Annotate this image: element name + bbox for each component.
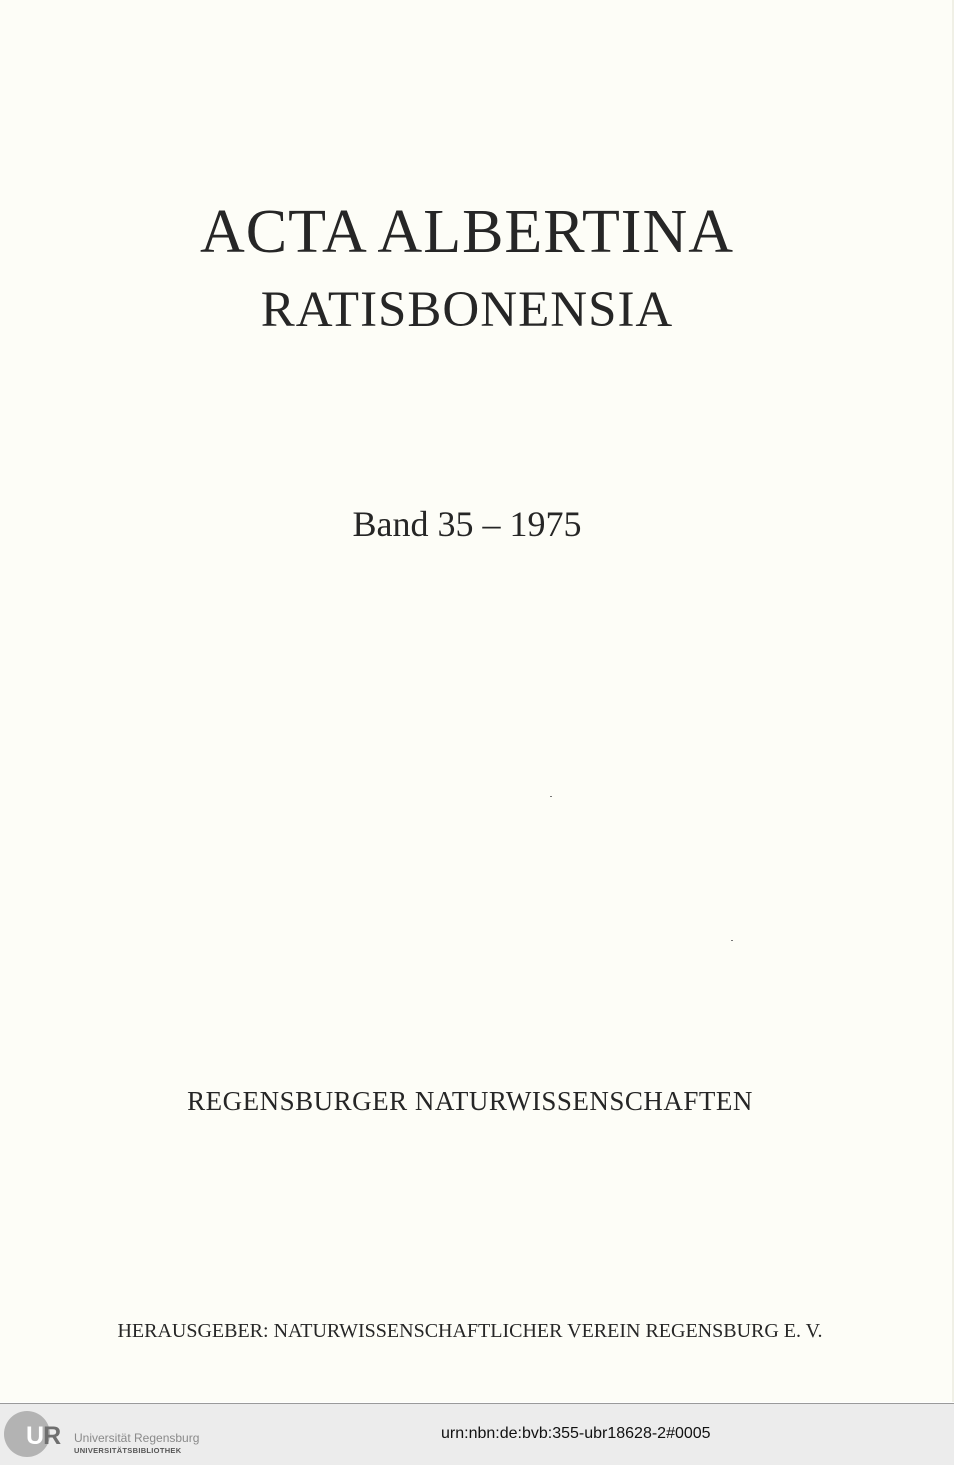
logo-department: UNIVERSITÄTSBIBLIOTHEK bbox=[74, 1446, 182, 1455]
viewer-footer bbox=[0, 1403, 954, 1465]
journal-title: ACTA ALBERTINA bbox=[199, 198, 735, 266]
scan-speck bbox=[731, 940, 733, 941]
logo-university-name: Universität Regensburg bbox=[74, 1431, 200, 1445]
university-logo[interactable] bbox=[4, 1410, 204, 1460]
series-title: REGENSBURGER NATURWISSENSCHAFTEN bbox=[187, 1086, 753, 1116]
logo-monogram bbox=[26, 1422, 60, 1450]
logo-letter-u: U bbox=[26, 1422, 44, 1450]
volume-label: Band 35 – 1975 bbox=[352, 504, 582, 544]
urn-identifier: urn:nbn:de:bvb:355-ubr18628-2#0005 bbox=[441, 1425, 711, 1442]
logo-letter-r: R bbox=[43, 1422, 61, 1450]
scan-speck bbox=[550, 796, 552, 797]
journal-subtitle: RATISBONENSIA bbox=[260, 282, 674, 338]
publisher-line: HERAUSGEBER: NATURWISSENSCHAFTLICHER VEREIN REGENSBURG E. V. bbox=[117, 1320, 823, 1342]
